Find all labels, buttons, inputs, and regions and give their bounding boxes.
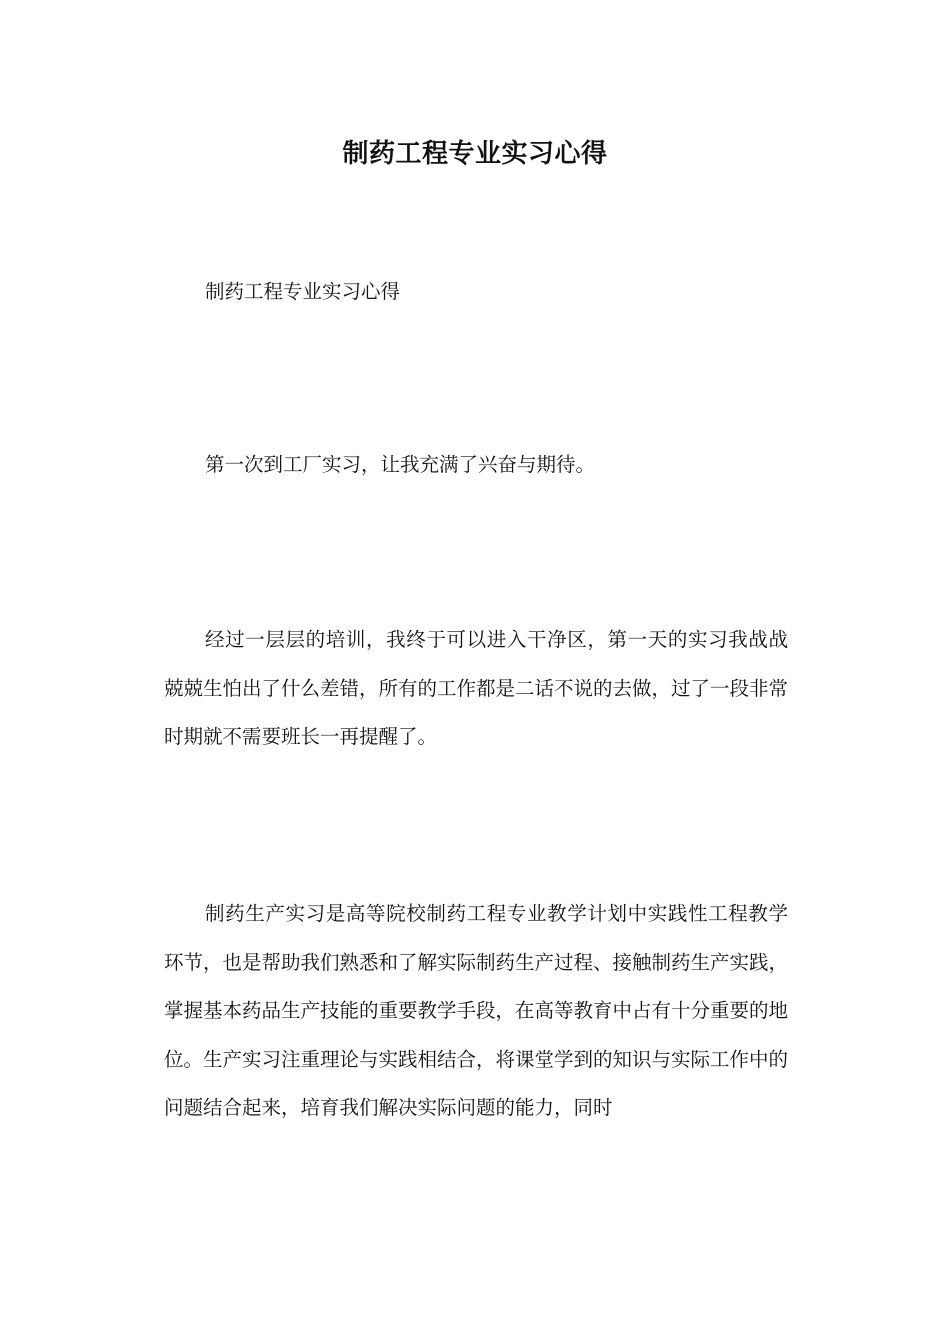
paragraph-training: 经过一层层的培训，我终于可以进入干净区，第一天的实习我战战兢兢生怕出了什么差错，所有的工作都是二话不说的去做，过了一段非常时期就不需要班长一再提醒了。 (164, 628, 789, 748)
paragraph-internship-importance: 制药生产实习是高等院校制药工程专业教学计划中实践性工程教学环节，也是帮助我们熟悉和了解实际制药生产过程、接触制药生产实践，掌握基本药品生产技能的重要教学手段，在高等教育中占有十分重要的地位。生产实习注重理论与实践相结合，将课堂学到的知识与实际工作中的问题结合起来，培育我们解决实际问题的能力，同时 (164, 902, 789, 1119)
paragraph-subtitle: 制药工程专业实习心得 (205, 280, 401, 303)
document-title: 制药工程专业实习心得 (342, 139, 608, 169)
paragraph-intro: 第一次到工厂实习，让我充满了兴奋与期待。 (205, 453, 596, 476)
